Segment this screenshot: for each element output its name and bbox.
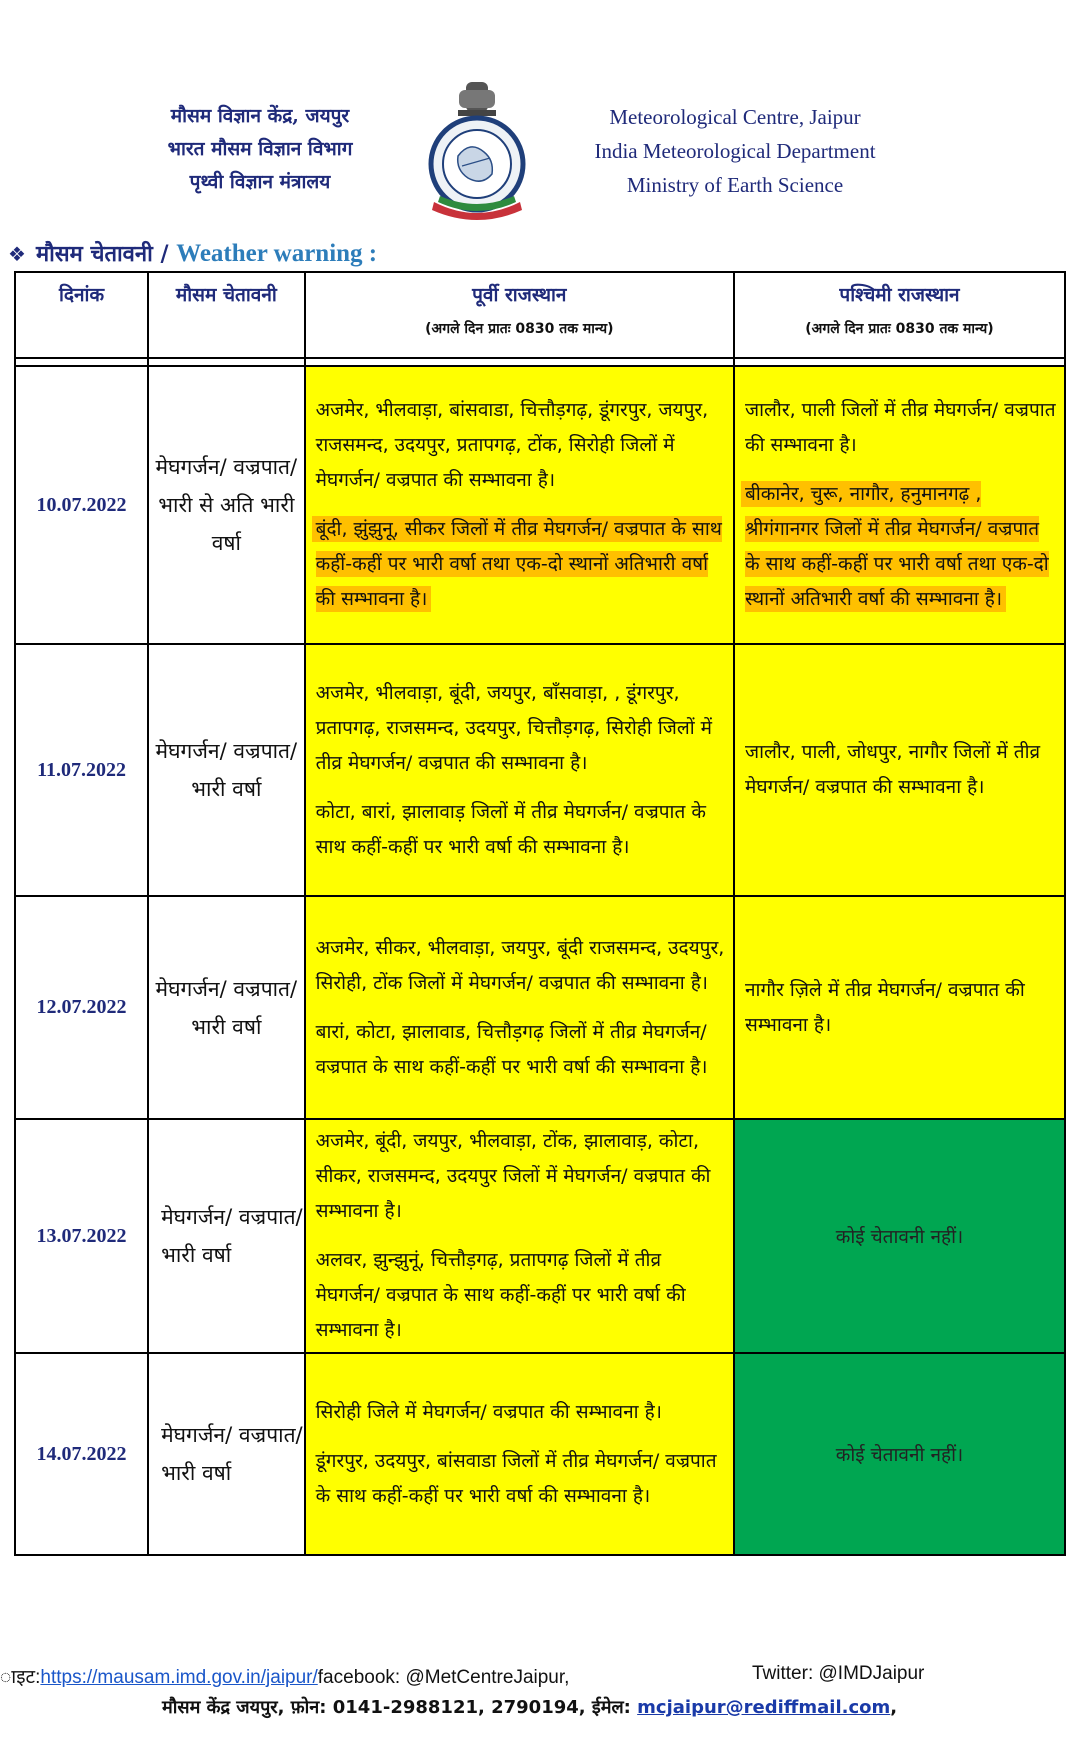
west-cell (734, 896, 1065, 1119)
header-hindi-line-2: भारत मौसम विज्ञान विभाग (167, 138, 353, 160)
east-cell (305, 1119, 734, 1353)
table-spacer (15, 358, 1065, 366)
header-english-line-3: Ministry of Earth Science (626, 173, 844, 197)
twitter-handle: Twitter: @IMDJaipur (752, 1663, 925, 1684)
table-row (15, 644, 1065, 896)
west-text: नागौर ज़िले में तीव्र मेघगर्जन/ वज्रपात की सम्भावना है। (745, 978, 1025, 1036)
header-west: पश्चिमी राजस्थान (अगले दिन प्रातः 0830 तक मान्य) (734, 272, 1065, 358)
contact-text: मौसम केंद्र जयपुर, फ़ोन: 0141-2988121, 2790194, ईमेल: (162, 1697, 638, 1718)
table-row (15, 1119, 1065, 1353)
header-east: पूर्वी राजस्थान (अगले दिन प्रातः 0830 तक मान्य) (305, 272, 734, 358)
bullet-icon: ❖ (8, 242, 26, 266)
header-hindi-line-1: मौसम विज्ञान केंद्र, जयपुर (170, 105, 350, 127)
west-cell-no-warning: कोई चेतावनी नहीं। (734, 1353, 1065, 1555)
row-warning-type: मेघगर्जन/ वज्रपात/ भारी वर्षा (148, 644, 305, 896)
header-date: दिनांक (15, 272, 148, 358)
west-cell (734, 644, 1065, 896)
footer-links (0, 1663, 1080, 1689)
section-title-english: Weather warning : (176, 240, 378, 267)
section-title (8, 238, 377, 268)
table-row (15, 896, 1065, 1119)
warning-table (14, 271, 1066, 1556)
table-header-row (15, 272, 1065, 358)
row-warning-type: मेघगर्जन/ वज्रपात/ भारी वर्षा (148, 896, 305, 1119)
table-row (15, 366, 1065, 644)
east-cell (305, 366, 734, 644)
west-cell (734, 366, 1065, 644)
east-text-1: सिरोही जिले में मेघगर्जन/ वज्रपात की सम्भावना है। (315, 1400, 662, 1423)
east-cell (305, 644, 734, 896)
facebook-handle: facebook: @MetCentreJaipur, (317, 1667, 570, 1688)
row-date: 14.07.2022 (15, 1353, 148, 1555)
row-warning-type: मेघगर्जन/ वज्रपात/ भारी वर्षा (148, 1119, 305, 1353)
row-warning-type: मेघगर्जन/ वज्रपात/ भारी से अति भारी वर्षा (148, 366, 305, 644)
email-link[interactable]: mcjaipur@rediffmail.com (637, 1697, 891, 1718)
east-cell (305, 896, 734, 1119)
header-warning: मौसम चेतावनी (148, 272, 305, 358)
east-text-2: बारां, कोटा, झालावाड, चित्तौड़गढ़ जिलों में तीव्र मेघगर्जन/ वज्रपात के साथ कहीं-कहीं पर भारी वर्षा की सम्भावना है। (315, 1020, 708, 1078)
header-english (545, 100, 925, 202)
east-text-1: अजमेर, भीलवाड़ा, बूंदी, जयपुर, बाँसवाड़ा, , डूंगरपुर, प्रतापगढ़, राजसमन्द, उदयपुर, चित्तौड़गढ़, सिरोही जिलों में तीव्र मेघगर्जन/ वज्रपात की सम्भावना है। (315, 681, 713, 774)
east-text-1: अजमेर, सीकर, भीलवाड़ा, जयपुर, बूंदी राजसमन्द, उदयपुर, सिरोही, टोंक जिलों में मेघगर्जन/ वज्रपात की सम्भावना है। (315, 936, 725, 994)
header-hindi (110, 100, 410, 199)
east-orange-text: बूंदी, झुंझुनू, सीकर जिलों में तीव्र मेघगर्जन/ वज्रपात के साथ कहीं-कहीं पर भारी वर्षा तथा एक-दो स्थानों अतिभारी वर्षा की सम्भावना है। (312, 516, 722, 612)
header-hindi-line-3: पृथ्वी विज्ञान मंत्रालय (189, 171, 331, 193)
west-yellow-text: जालौर, पाली जिलों में तीव्र मेघगर्जन/ वज्रपात की सम्भावना है। (745, 399, 1056, 456)
website-link[interactable]: https://mausam.imd.gov.in/jaipur/ (40, 1667, 318, 1688)
west-cell-no-warning: कोई चेतावनी नहीं। (734, 1119, 1065, 1353)
row-warning-type: मेघगर्जन/ वज्रपात/ भारी वर्षा (148, 1353, 305, 1555)
email-suffix: , (890, 1697, 898, 1718)
header-english-line-1: Meteorological Centre, Jaipur (609, 105, 861, 129)
west-text: जालौर, पाली, जोधपुर, नागौर जिलों में तीव्र मेघगर्जन/ वज्रपात की सम्भावना है। (745, 741, 1041, 798)
east-text-2: कोटा, बारां, झालावाड़ जिलों में तीव्र मेघगर्जन/ वज्रपात के साथ कहीं-कहीं पर भारी वर्षा की सम्भावना है। (315, 800, 706, 858)
row-date: 11.07.2022 (15, 644, 148, 896)
east-yellow-text: अजमेर, भीलवाड़ा, बांसवाडा, चित्तौड़गढ़, डूंगरपुर, जयपुर, राजसमन्द, उदयपुर, प्रतापगढ़, टोंक, सिरोही जिलों में मेघगर्जन/ वज्रपात की सम्भावना है। (315, 399, 709, 491)
section-title-hindi: मौसम चेतावनी / (35, 241, 169, 267)
east-text-2: डूंगरपुर, उदयपुर, बांसवाडा जिलों में तीव्र मेघगर्जन/ वज्रपात के साथ कहीं-कहीं पर भारी वर्षा की सम्भावना है। (315, 1449, 717, 1507)
row-date: 12.07.2022 (15, 896, 148, 1119)
header-west-validity: (अगले दिन प्रातः 0830 तक मान्य) (805, 321, 994, 337)
east-cell (305, 1353, 734, 1555)
west-orange-text: बीकानेर, चुरू, नागौर, हनुमानगढ़ , श्रीगंगानगर जिलों में तीव्र मेघगर्जन/ वज्रपात के साथ कहीं-कहीं पर भारी वर्षा तथा एक-दो स्थानों अतिभारी वर्षा की सम्भावना है। (741, 481, 1049, 612)
header-english-line-2: India Meteorological Department (594, 139, 876, 163)
east-text-2: अलवर, झुन्झुनूं, चित्तौड़गढ़, प्रतापगढ़ जिलों में तीव्र मेघगर्जन/ वज्रपात के साथ कहीं-कहीं पर भारी वर्षा की सम्भावना है। (315, 1249, 686, 1341)
east-text-1: अजमेर, बूंदी, जयपुर, भीलवाड़ा, टोंक, झालावाड़, कोटा, सीकर, राजसमन्द, उदयपुर जिलों में मेघगर्जन/ वज्रपात की सम्भावना है। (315, 1130, 711, 1222)
row-date: 10.07.2022 (15, 366, 148, 644)
table-row (15, 1353, 1065, 1555)
footer-contact (162, 1695, 897, 1719)
header-east-validity: (अगले दिन प्रातः 0830 तक मान्य) (425, 321, 614, 337)
row-date: 13.07.2022 (15, 1119, 148, 1353)
website-label: ाइट: (0, 1667, 41, 1688)
imd-emblem-icon (418, 78, 536, 226)
